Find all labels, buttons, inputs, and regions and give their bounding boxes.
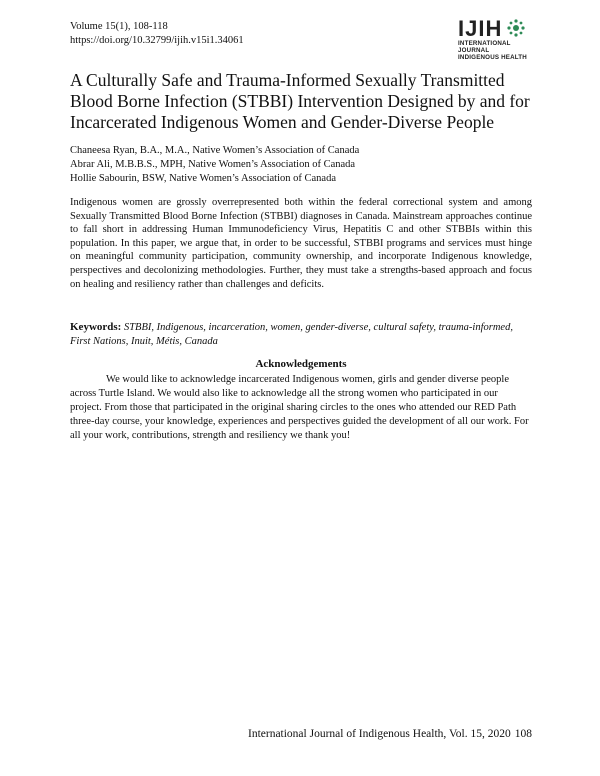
journal-logo xyxy=(458,18,534,64)
logo-mark: IJIH xyxy=(458,16,503,41)
keywords-label: Keywords: xyxy=(70,321,122,333)
volume-info: Volume 15(1), 108-118 xyxy=(70,21,168,32)
doi-link[interactable]: https://doi.org/10.32799/ijih.v15i1.34061 xyxy=(70,35,244,46)
author-2: Abrar Ali, M.B.B.S., MPH, Native Women’s Association of Canada xyxy=(70,159,356,170)
author-list xyxy=(70,144,359,186)
abstract: Indigenous women are grossly overrepresented both within the federal correctional system and among Sexually Transmitted Blood Borne Infection (STBBI) diagnoses in Canada. Mainstream approaches continue to fall short in addressing Human Immunodeficiency Virus, Hepatitis C and other STBBIs within this population. In this paper, we argue that, in order to be successful, STBBI programs and services must hinge on meaningful community participation, community ownership, and incorporate Indigenous knowledge, perspectives and decolonizing methodologies. Further, they must take a strengths-based approach and focus on healing and resiliency rather than challenges and deficits. xyxy=(70,197,532,290)
keywords-terms: STBBI, Indigenous, incarceration, women, gender-diverse, cultural safety, trauma-informed, First Nations, Inuit, Métis, Canada xyxy=(70,322,513,347)
logo-line-1: INTERNATIONAL JOURNAL xyxy=(458,40,511,54)
author-1: Chaneesa Ryan, B.A., M.A., Native Women’s Association of Canada xyxy=(70,145,360,156)
article-title: A Culturally Safe and Trauma-Informed Sexually Transmitted Blood Borne Infection (STBBI) Intervention Designed by and for Incarcerated Indigenous Women and Gender-Diverse People xyxy=(70,70,530,132)
acknowledgements-text: We would like to acknowledge incarcerated Indigenous women, girls and gender diverse people across Turtle Island. We would also like to acknowledge all the strong women who participated in our project. From those that participated in the original sharing circles to the ones who attended our RED Path three-day course, your knowledge, experiences and perspectives guided the development of all our work. For all your work, contributions, strength and resiliency we thank you! xyxy=(70,374,529,441)
sun-emblem-icon xyxy=(496,18,526,40)
page-footer xyxy=(248,728,532,740)
logo-line-2: INDIGENOUS HEALTH xyxy=(458,54,527,61)
footer-journal: International Journal of Indigenous Health, Vol. 15, 2020 xyxy=(247,728,511,740)
author-3: Hollie Sabourin, BSW, Native Women’s Association of Canada xyxy=(70,173,337,184)
running-header xyxy=(70,20,244,48)
page-number: 108 xyxy=(514,728,532,740)
keywords xyxy=(70,320,532,349)
acknowledgements-heading: Acknowledgements xyxy=(255,358,347,370)
